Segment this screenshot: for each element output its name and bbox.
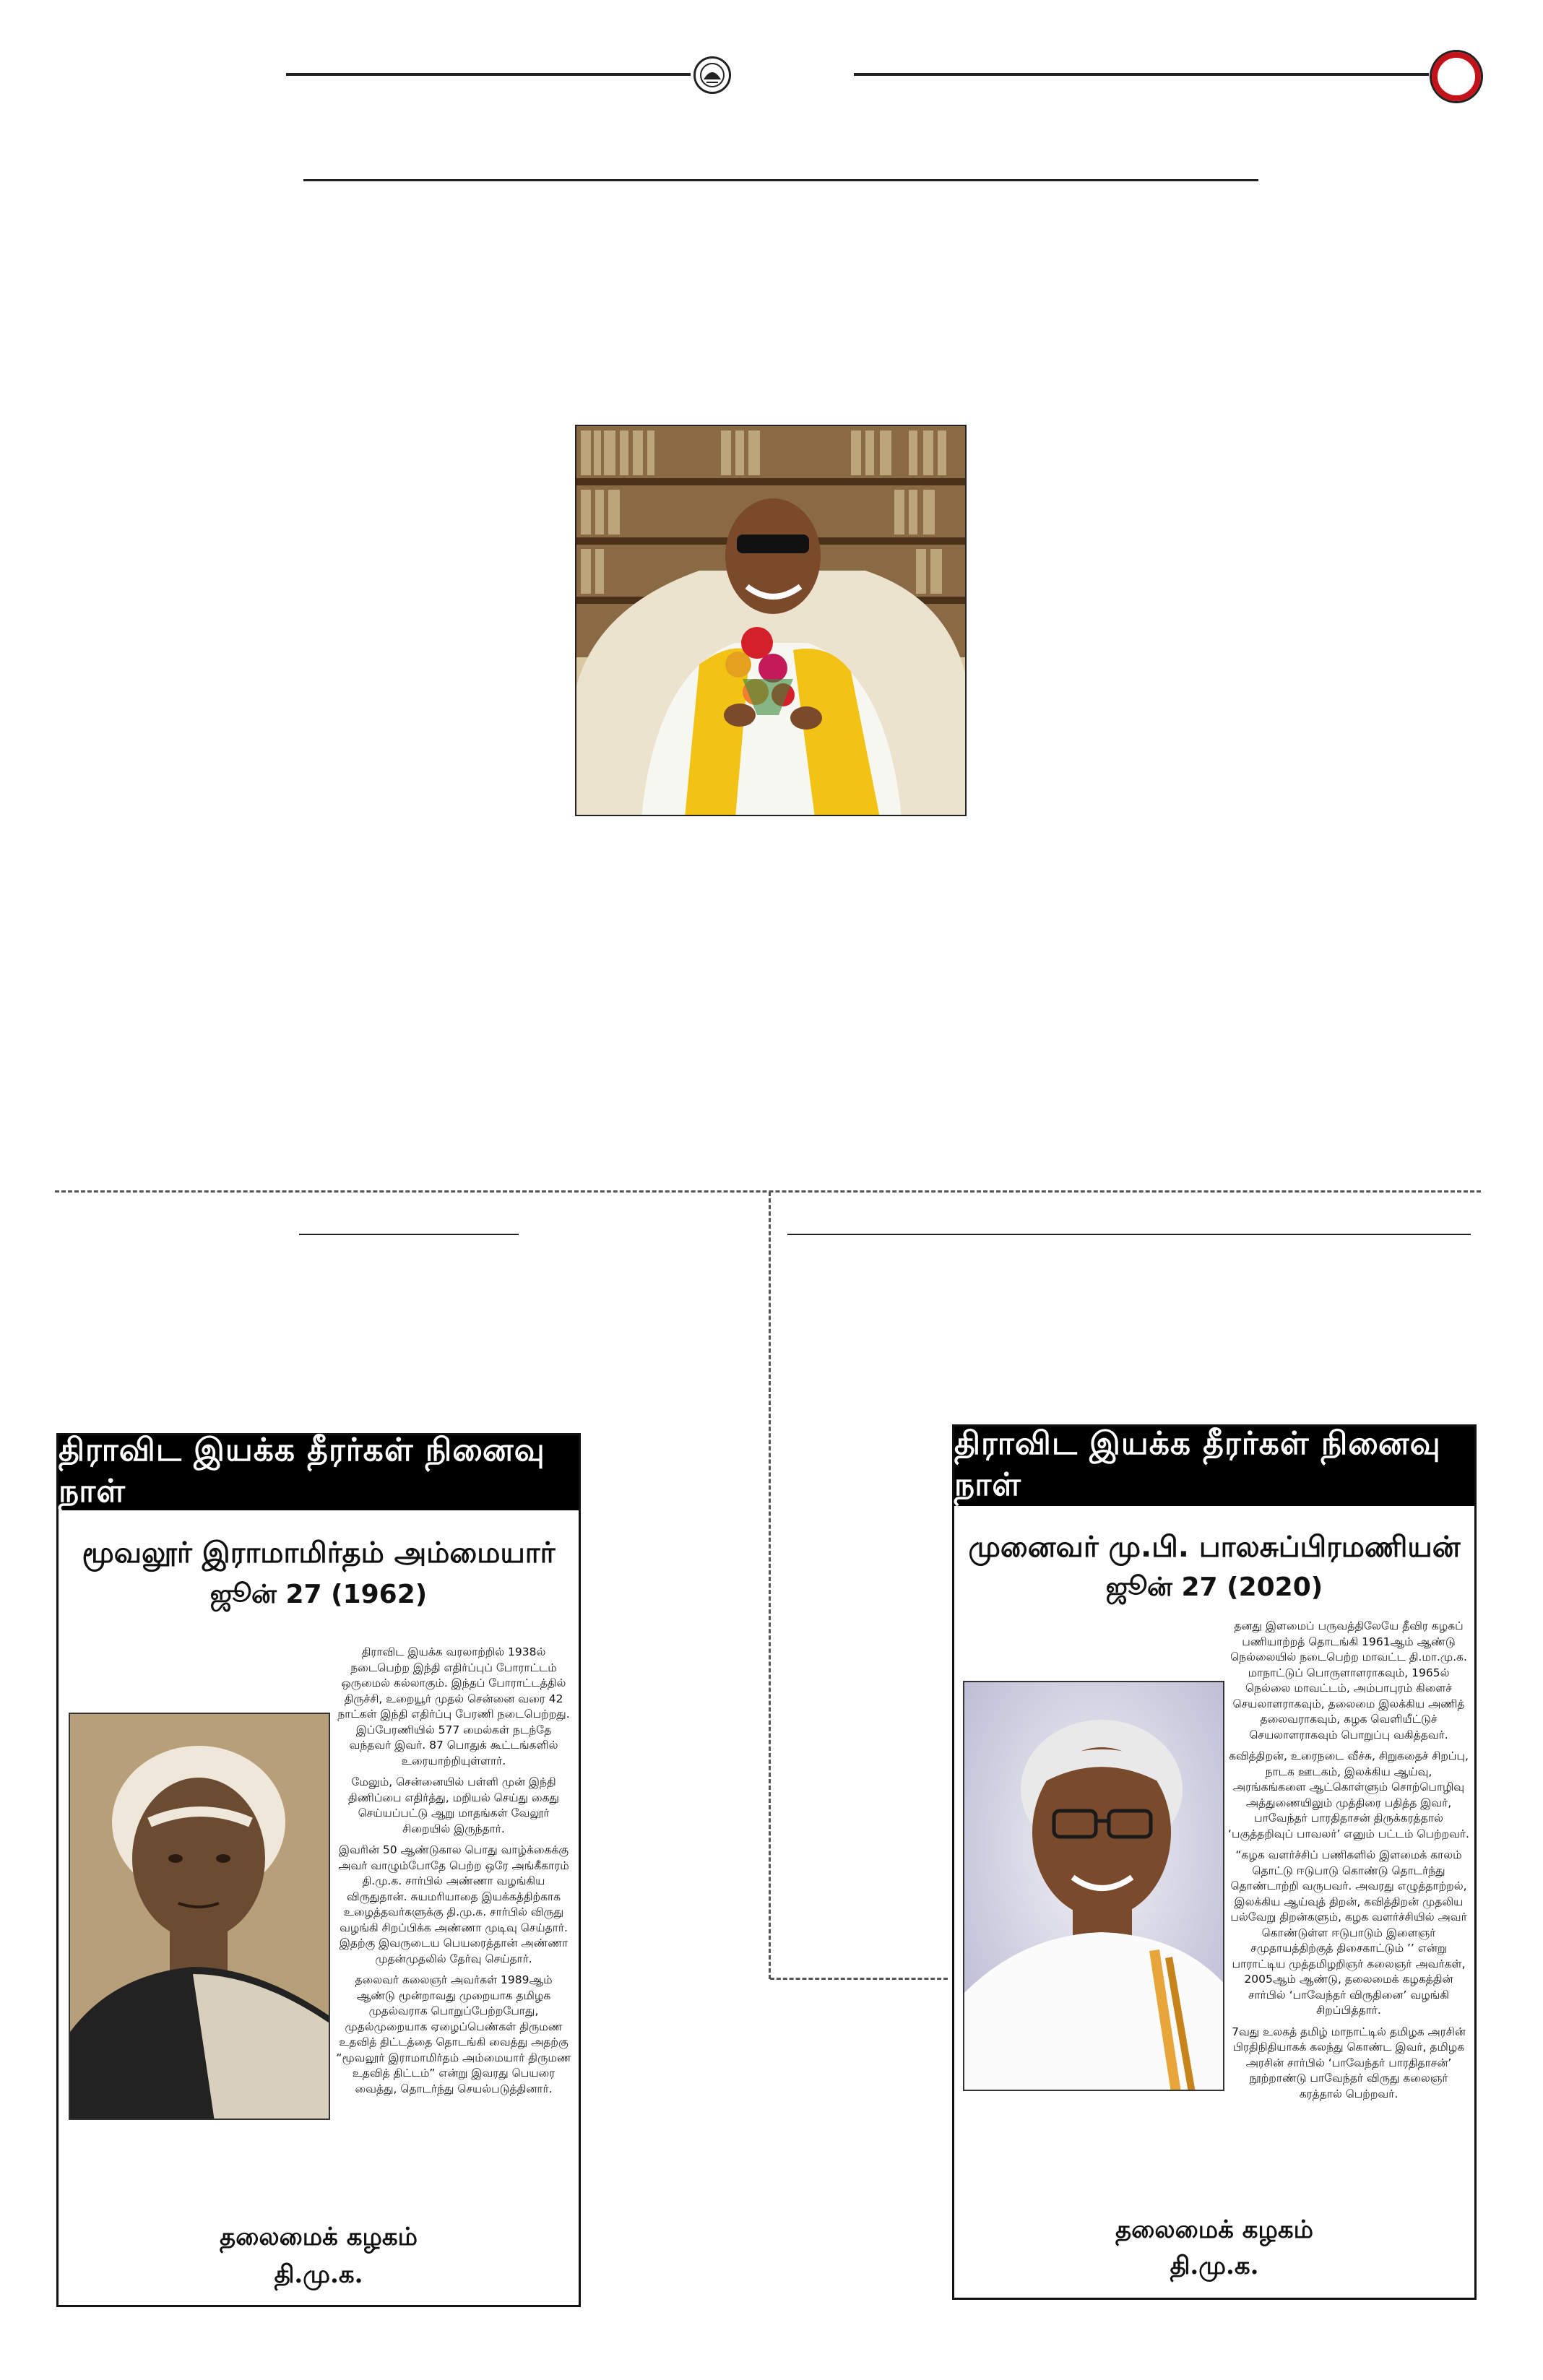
header-rule-left bbox=[286, 73, 691, 76]
header-rule-right bbox=[854, 73, 1429, 76]
right-memorial-ad bbox=[952, 1424, 1477, 2300]
woman-portrait-photo bbox=[69, 1713, 330, 2120]
right-column-rule bbox=[787, 1234, 1471, 1235]
honoree-name: முனைவர் மு.பி. பாலசுப்பிரமணியன் bbox=[968, 1531, 1461, 1564]
rising-sun-emblem-icon bbox=[693, 56, 731, 94]
ad-paragraph: கவித்திறன், உரைநடை வீச்சு, சிறுகதைச் சிறப்பு, நாடக ஊடகம், இலக்கிய ஆய்வு, அரங்கங்களை ஆட்கொள்ளும் சொற்பொழிவு அத்துணையிலும் முத்திரை பதித்த இவர், பாவேந்தர் பாரதிதாசன் திருக்கரத்தால் ‘பகுத்தறிவுப் பாவலர்’ எனும் பட்டம் பெற்றவர். bbox=[1228, 1749, 1469, 1840]
headline-rule bbox=[303, 179, 1258, 181]
ad-paragraph: “கழக வளர்ச்சிப் பணிகளில் இளமைக் காலம் தொட்டு ஈடுபாடு கொண்டு தொடர்ந்து தொண்டாற்றி வருபவர். அவரது எழுத்தாற்றல், இலக்கிய ஆய்வுத் திறன், கவித்திறன் முதலிய பல்வேறு திறன்களும், கழக வளர்ச்சியில் அவர் கொண்டுள்ள ஈடுபாடும் இளைஞர் சமுதாயத்திற்குத் திசைகாட்டும் ’’ என்று பாராட்டிய முத்தமிழறிஞர் கலைஞர் அவர்கள், 2005ஆம் ஆண்டு, தலைமைக் கழகத்தின் சார்பில் ‘பாவேந்தர் விருதினை’ வழங்கி சிறப்பித்தார். bbox=[1230, 1848, 1467, 2017]
ad-paragraph: தனது இளமைப் பருவத்திலேயே தீவிர கழகப் பணியாற்றத் தொடங்கி 1961ஆம் ஆண்டு நெல்லையில் நடைபெற்ற மாவட்ட தி.மா.மு.க. மாநாட்டுப் பொருளாளராகவும், 1965ல் நெல்லை மாவட்டம், அம்பாபுரம் கிளைச் செயலாளராகவும், தலைமை இலக்கிய அணித் தலைவராகவும், கழக வெளியீட்டுச் செயலாளராகவும் பொறுப்பு வகித்தவர். bbox=[1230, 1619, 1467, 1741]
ad-body-text bbox=[1227, 1619, 1470, 2108]
ad-paragraph: இவரின் 50 ஆண்டுகால பொது வாழ்க்கைக்கு அவர் வாழும்போதே பெற்ற ஒரே அங்கீகாரம் தி.மு.க. சார்பில் அண்ணா வழங்கிய விருதுதான். சுயமரியாதை இயக்கத்திற்காக உழைத்தவர்களுக்கு தி.மு.க. சார்பில் விருது வழங்கி சிறப்பிக்க அண்ணா முடிவு செய்தார். இதற்கு இவருடைய பெயரைத்தான் அண்ணா முதன்முதலில் தேர்வு செய்தார். bbox=[338, 1843, 569, 1965]
signature-line-1: தலைமைக் கழகம் bbox=[220, 2223, 418, 2251]
ad-paragraph: 7வது உலகத் தமிழ் மாநாட்டில் தமிழக அரசின் பிரதிநிதியாகக் கலந்து கொண்ட இவர், தமிழக அரசின் சார்பில் ‘பாவேந்தர் பாரதிதாசன்’ நூற்றாண்டு பாவேந்தர் விருது கலைஞர் கரத்தால் பெற்றவர். bbox=[1232, 2025, 1466, 2100]
ad-heading: திராவிட இயக்க தீரர்கள் நினைவு நாள் bbox=[954, 1427, 1474, 1506]
ad-paragraph: மேலும், சென்னையில் பள்ளி முன் இந்தி திணிப்பை எதிர்த்து, மறியல் செய்து கைது செய்யப்பட்டு ஆறு மாதங்கள் வேலூர் சிறையில் இருந்தார். bbox=[348, 1775, 559, 1835]
honoree-name: மூவலூர் இராமாமிர்தம் அம்மையார் bbox=[82, 1536, 556, 1570]
signature-line-2: தி.மு.க. bbox=[274, 2260, 363, 2289]
section-divider-short bbox=[770, 1978, 948, 1980]
red-ring-icon bbox=[1432, 52, 1481, 101]
ad-paragraph: தலைவர் கலைஞர் அவர்கள் 1989ஆம் ஆண்டு மூன்றாவது முறையாக தமிழக முதல்வராக பொறுப்பேற்றபோது, முதல்முறையாக ஏழைப்பெண்கள் திருமண உதவித் திட்டத்தை தொடங்கி வைத்து அதற்கு “மூவலூர் இராமாமிர்தம் அம்மையார் திருமண உதவித் திட்டம்” என்று இவரது பெயரை வைத்து, தொடர்ந்து செயல்படுத்தினார். bbox=[336, 1973, 571, 2095]
leader-portrait-photo bbox=[575, 425, 967, 816]
memorial-date: ஜூன் 27 (2020) bbox=[1105, 1572, 1323, 1602]
ad-body-text bbox=[334, 1645, 573, 2103]
memorial-date: ஜூன் 27 (1962) bbox=[209, 1580, 428, 1609]
man-portrait-photo bbox=[963, 1681, 1224, 2091]
ad-paragraph: திராவிட இயக்க வரலாற்றில் 1938ல் நடைபெற்ற இந்தி எதிர்ப்புப் போராட்டம் ஒருமைல் கல்லாகும். இந்தப் போராட்டத்தில் திருச்சி, உறையூர் முதல் சென்னை வரை 42 நாட்கள் இந்தி எதிர்ப்பு பேரணி நடைபெற்றது. இப்பேரணியில் 577 மைல்கள் நடந்தே வந்தவர் இவர். 87 பொதுக் கூட்டங்களில் உரையாற்றியுள்ளார். bbox=[337, 1645, 570, 1767]
left-memorial-ad bbox=[56, 1433, 581, 2307]
section-divider-vertical bbox=[769, 1192, 771, 1979]
section-divider-horizontal bbox=[55, 1190, 1481, 1193]
left-column-rule bbox=[299, 1234, 519, 1235]
signature-line-1: தலைமைக் கழகம் bbox=[1115, 2215, 1313, 2244]
ad-heading: திராவிட இயக்க தீரர்கள் நினைவு நாள் bbox=[59, 1435, 579, 1510]
signature-line-2: தி.மு.க. bbox=[1170, 2251, 1259, 2280]
